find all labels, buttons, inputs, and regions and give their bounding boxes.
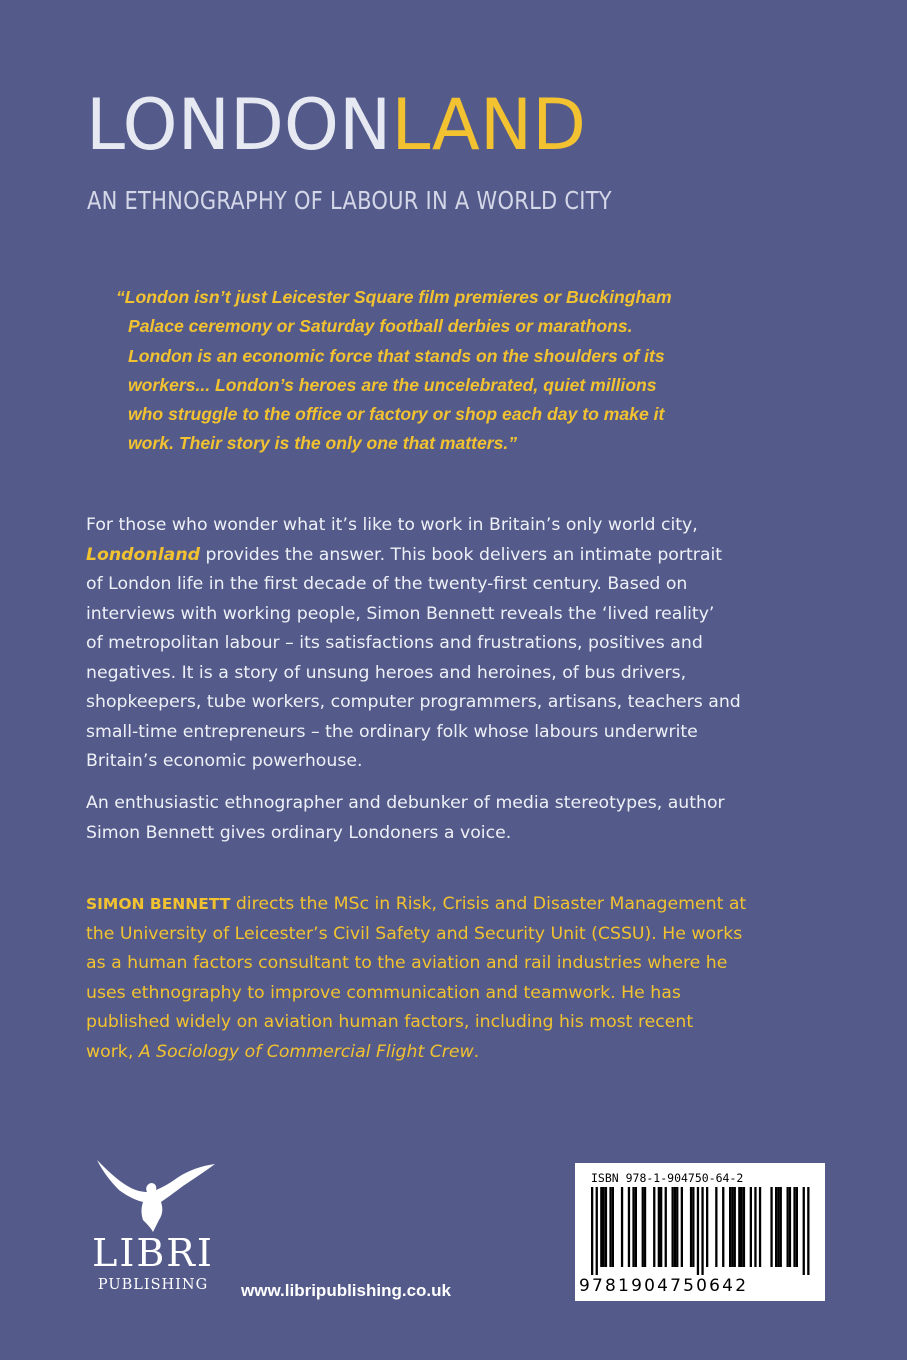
barcode-bars [581,1187,819,1275]
barcode-bar [715,1187,717,1267]
barcode-bar [692,1187,694,1267]
description-line: of metropolitan labour – its satisfactions and frustrations, positives and [86,633,703,653]
barcode-bar [754,1187,756,1267]
barcode-bar [635,1187,637,1267]
barcode-bar [697,1187,699,1275]
barcode-digits: 9781904750642 [579,1276,749,1296]
isbn-barcode [575,1163,825,1301]
barcode-bar [743,1187,745,1267]
barcode-bar [706,1187,708,1267]
author-name: SIMON BENNETT [86,895,231,913]
publisher-website[interactable]: www.libripublishing.co.uk [241,1281,451,1300]
barcode-bar [729,1187,731,1267]
title-land: LAND [391,84,587,166]
description-line [86,541,766,571]
description-line: of London life in the first decade of the twenty-first century. Based on [86,574,688,594]
barcode-bar [621,1187,623,1267]
summary-line: Simon Bennett gives ordinary Londoners a voice. [86,822,512,843]
barcode-bar [777,1187,779,1267]
barcode-bar [681,1187,683,1267]
barcode-bar [665,1187,667,1267]
barcode-bar [701,1187,703,1275]
barcode-bar [632,1187,634,1267]
barcode-bar [612,1187,614,1267]
barcode-bar [775,1187,777,1267]
pull-quote [116,283,756,459]
barcode-bar [793,1187,795,1267]
author-summary [86,789,766,848]
description-line: Britain’s economic powerhouse. [86,751,363,771]
bio-line: uses ethnography to improve communication and teamwork. He has [86,982,681,1003]
book-description [86,511,766,777]
bio-line: the University of Leicester’s Civil Safety and Security Unit (CSSU). He works [86,923,743,944]
description-line: interviews with working people, Simon Bennett reveals the ‘lived reality’ [86,603,715,624]
barcode-bar [789,1187,791,1267]
publisher-logo [83,1158,223,1308]
publisher-subname: PUBLISHING [97,1277,209,1293]
barcode-bar [591,1187,593,1275]
publisher-name: LIBRI [92,1231,214,1275]
quote-line: London is an economic force that stands on the shoulders of its [128,345,665,366]
barcode-bar [672,1187,674,1267]
quote-line: Palace ceremony or Saturday football derbies or marathons. [128,316,633,337]
barcode-bar [803,1187,805,1275]
book-title [86,84,586,166]
barcode-bar [734,1187,736,1267]
book-subtitle: AN ETHNOGRAPHY OF LABOUR IN A WORLD CITY [87,186,612,215]
barcode-bar [596,1187,598,1275]
barcode-bar [676,1187,678,1267]
description-line: shopkeepers, tube workers, computer programmers, artisans, teachers and [86,692,741,712]
barcode-bar [796,1187,798,1267]
barcode-bar [787,1187,789,1267]
book-title-inline: Londonland [86,544,200,565]
title-london: LONDON [86,84,392,166]
barcode-bar [653,1187,655,1267]
bio-line [86,1038,776,1068]
barcode-bar [741,1187,743,1267]
barcode-bar [605,1187,607,1267]
barcode-bar [628,1187,630,1267]
quote-line: work. Their story is the only one that matters.” [128,433,518,454]
barcode-bar [642,1187,644,1267]
quote-line: “London isn’t just Leicester Square film premieres or Buckingham [116,287,672,307]
quote-line: workers... London’s heroes are the uncelebrated, quiet millions [128,374,657,395]
bio-text: directs the MSc in Risk, Crisis and Disaster Management at [230,894,747,914]
barcode-bar [644,1187,646,1267]
barcode-bar [600,1187,602,1267]
barcode-bar [674,1187,676,1267]
eagle-icon [83,1158,223,1238]
barcode-bar [690,1187,692,1267]
barcode-bar [759,1187,761,1267]
barcode-bar [770,1187,772,1267]
barcode-bar [658,1187,660,1267]
bio-text: . [473,1041,480,1062]
bio-line [86,890,776,920]
barcode-bar [603,1187,605,1267]
author-bio [86,890,776,1067]
barcode-bar [609,1187,611,1267]
description-line: small-time entrepreneurs – the ordinary folk whose labours underwrite [86,721,698,742]
quote-line: who struggle to the office or factory or shop each day to make it [128,404,665,425]
summary-line: An enthusiastic ethnographer and debunker of media stereotypes, author [86,793,725,813]
barcode-bar [738,1187,740,1267]
bio-line: published widely on aviation human factors, including his most recent [86,1012,694,1032]
barcode-bar [731,1187,733,1267]
description-line: negatives. It is a story of unsung heroes and heroines, of bus drivers, [86,662,687,683]
barcode-bar [807,1187,809,1275]
recent-work-title: A Sociology of Commercial Flight Crew [138,1041,474,1062]
barcode-bar [750,1187,752,1267]
isbn-label: ISBN 978-1-904750-64-2 [591,1171,744,1185]
bio-line: as a human factors consultant to the aviation and rail industries where he [86,953,728,973]
description-line: For those who wonder what it’s like to work in Britain’s only world city, [86,515,698,535]
barcode-bar [780,1187,782,1267]
barcode-bar [660,1187,662,1267]
description-text: provides the answer. This book delivers an intimate portrait [200,544,723,565]
bio-text: work, [86,1041,139,1062]
barcode-bar [722,1187,724,1267]
